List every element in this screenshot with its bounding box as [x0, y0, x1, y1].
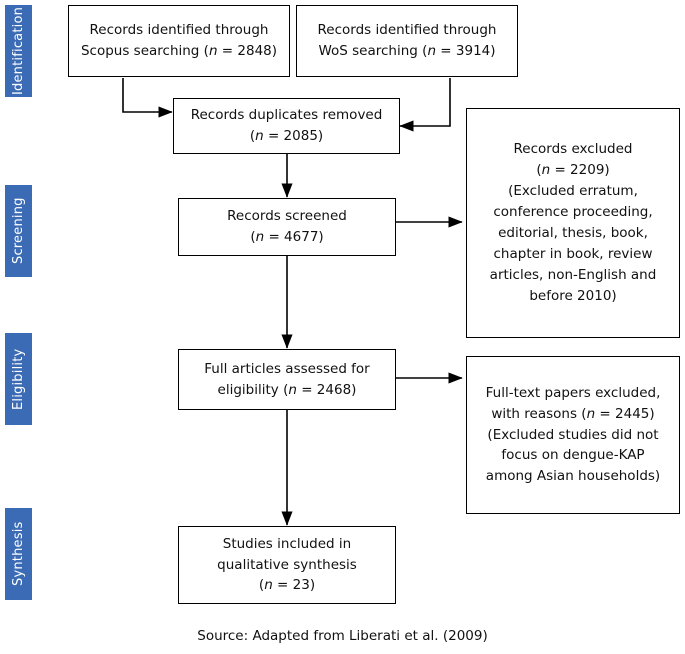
stage-label-screening-text: Screening [11, 197, 26, 265]
box-records-excluded-line2: (n = 2209) [536, 162, 610, 179]
box-records-excluded-line8: before 2010) [529, 287, 617, 304]
box-duplicates-removed-line1: Records duplicates removed [190, 107, 383, 124]
box-full-articles-assessed-line1: Full articles assessed for [204, 360, 370, 377]
box-duplicates-removed-line2: (n = 2085) [249, 128, 324, 144]
stage-label-screening [5, 185, 32, 277]
box-records-excluded-line3: (Excluded erratum, [508, 183, 638, 200]
box-records-excluded-line7: articles, non-English and [489, 266, 657, 283]
box-fulltext-excluded-line2: with reasons (n = 2445) [491, 405, 655, 422]
stage-label-synthesis [5, 508, 32, 600]
box-full-articles-assessed [178, 349, 396, 410]
box-fulltext-excluded [466, 356, 680, 514]
box-records-excluded-line4: conference proceeding, [493, 204, 653, 221]
box-studies-included [178, 526, 396, 604]
stage-label-eligibility-text: Eligibility [11, 348, 26, 410]
box-studies-included-line2: qualitative synthesis [217, 556, 357, 573]
box-records-screened-line1: Records screened [227, 208, 347, 225]
box-records-scopus-line1: Records identified through [89, 22, 269, 39]
box-records-excluded-line5: editorial, thesis, book, [498, 225, 648, 241]
box-records-wos [296, 5, 518, 77]
box-records-excluded-line1: Records excluded [513, 141, 633, 158]
box-records-screened [178, 198, 396, 256]
box-records-excluded [466, 108, 680, 338]
box-studies-included-line1: Studies included in [222, 535, 352, 552]
box-records-wos-line1: Records identified through [317, 22, 497, 39]
stage-label-synthesis-text: Synthesis [11, 521, 26, 587]
box-records-scopus-line2: Scopus searching (n = 2848) [80, 43, 278, 59]
box-fulltext-excluded-line1: Full-text papers excluded, [485, 384, 661, 401]
box-duplicates-removed [173, 98, 400, 154]
box-records-scopus [68, 5, 290, 77]
box-records-screened-line2: (n = 4677) [250, 229, 324, 245]
box-fulltext-excluded-line3: (Excluded studies did not [487, 426, 659, 443]
source-note: Source: Adapted from Liberati et al. (2009) [197, 628, 488, 644]
stage-label-eligibility [5, 333, 32, 425]
box-records-excluded-line6: chapter in book, review [493, 245, 653, 262]
box-studies-included-line3: (n = 23) [258, 577, 316, 594]
box-full-articles-assessed-line2: eligibility (n = 2468) [217, 381, 357, 398]
box-records-wos-line2: WoS searching (n = 3914) [318, 43, 496, 59]
stage-label-identification-text: Identification [11, 6, 26, 96]
stage-label-identification [5, 5, 32, 97]
box-fulltext-excluded-line5: among Asian households) [485, 468, 661, 485]
box-fulltext-excluded-line4: focus on dengue-KAP [501, 447, 645, 464]
